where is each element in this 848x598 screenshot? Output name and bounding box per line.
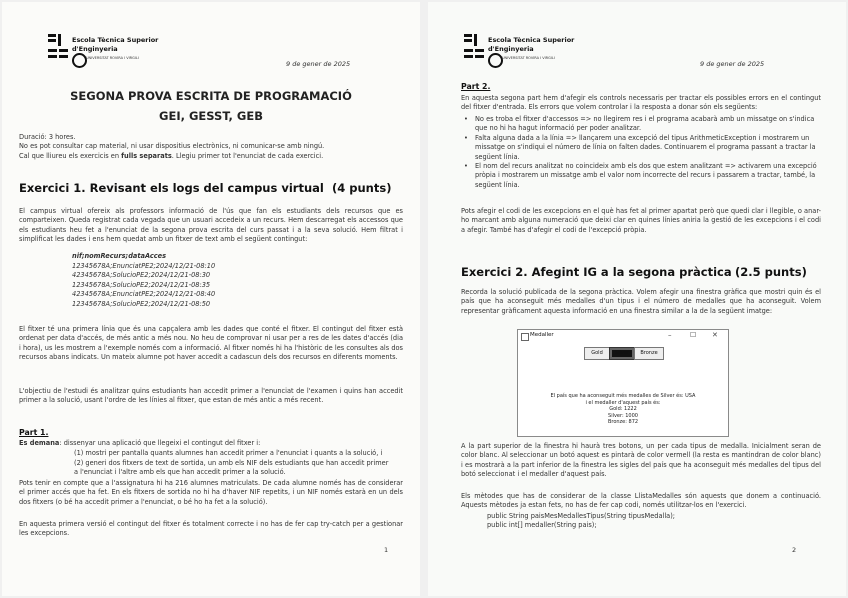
page-number: 1 bbox=[384, 546, 389, 554]
exam-date: 9 de gener de 2025 bbox=[700, 60, 765, 68]
info-line: Silver: 1000 bbox=[608, 412, 638, 419]
exercise-2-methods: Els mètodes que has de considerar de la classe LlistaMedalles són aquests que donem a continuació. Aquests mètodes ja estan fets, no has de fer cap codi, només utilitzar-los en l'exercici. bbox=[461, 492, 821, 510]
part-1-title: Part 1. bbox=[19, 428, 49, 437]
file-description: El fitxer té una primera línia que és una capçalera amb les dades que conté el fitxer. El contingut del fitxer està ordenat per data d'accés, de més antic a més nou. No heu de comprovar ni usar per a res de les dates d'accés (dia i hora), us les mostrem a l'exemple només com a informació. Al fitxer només hi ha l'històric de les consultes als dos recursos abans indicats. Un mateix alumne pot haver accedit a cadascun dels dos recursos en diferents moments. bbox=[19, 325, 403, 362]
list-item: • Falta alguna dada a la línia => llançarem una excepció del tipus ArithmeticException i mostrarem un missatge on s'indiqui el número de línia on falten dades. Continuarem el programa passant a tractar la següent línia. bbox=[461, 134, 821, 162]
delivery-text: Cal que lliureu els exercicis en fulls separats. Llegiu primer tot l'enunciat de cada exercici. bbox=[19, 151, 324, 160]
code-line: public String paisMesMedallesTipus(String tipusMedalla); bbox=[487, 512, 676, 520]
minimize-icon: – bbox=[668, 331, 672, 339]
info-line: El país que ha aconseguit més medalles de Silver és: USA bbox=[550, 393, 696, 399]
file-line: 12345678A;EnunciatPE2;2024/12/21-08:10 bbox=[72, 261, 216, 270]
file-line: 42345678A;EnunciatPE2;2024/12/21-08:40 bbox=[72, 290, 216, 299]
file-line: 42345678A;SolucioPE2;2024/12/21-08:30 bbox=[72, 271, 211, 280]
window-title-bar bbox=[518, 330, 728, 342]
exam-instructions bbox=[19, 133, 403, 161]
silver-button: Silver bbox=[609, 347, 635, 360]
medaller-window-image bbox=[517, 329, 729, 437]
file-line: 12345678A;SolucioPE2;2024/12/21-08:50 bbox=[72, 299, 211, 308]
part-2-title: Part 2. bbox=[461, 82, 491, 91]
school-logo bbox=[46, 34, 186, 68]
bronze-button: Bronze bbox=[634, 347, 664, 360]
etse-logo-icon bbox=[46, 34, 70, 64]
exam-title: SEGONA PROVA ESCRITA DE PROGRAMACIÓ bbox=[70, 89, 352, 103]
error-list bbox=[461, 115, 821, 190]
info-line: Bronze: 872 bbox=[607, 419, 639, 426]
gold-button: Gold bbox=[584, 347, 610, 360]
close-icon: ✕ bbox=[712, 331, 718, 339]
window-title: Medaller bbox=[530, 332, 554, 338]
code-line: public int[] medaller(String pais); bbox=[487, 521, 597, 530]
exam-degrees: GEI, GESST, GEB bbox=[159, 109, 263, 123]
file-line: 12345678A;SolucioPE2;2024/12/21-08:35 bbox=[72, 280, 211, 289]
info-line: i el medaller d'aquest país és: bbox=[585, 399, 661, 406]
sample-file-content bbox=[72, 252, 215, 310]
school-name: Escola Tècnica Superior d'Enginyeria bbox=[488, 36, 575, 53]
urv-emblem-icon bbox=[488, 53, 503, 68]
part-1-lead: Es demana: dissenyar una aplicació que llegeixi el contingut del fitxer i: bbox=[19, 439, 261, 447]
university-name: UNIVERSITAT ROVIRA I VIRGILI bbox=[86, 56, 139, 60]
part-1-item: (2) generi dos fitxers de text de sortida, un amb els NIF dels estudiants que han accedit primer a l'enunciat i l'altre amb els que han accedit primer a la solució. bbox=[74, 459, 389, 477]
part-1-item: (1) mostri per pantalla quants alumnes han accedit primer a l'enunciat i quants a la solució, i bbox=[74, 449, 383, 457]
objective-text: L'objectiu de l'estudi és analitzar quins estudiants han accedit primer a l'enunciat de l'examen i quins han accedit primer a la solució, usant l'ordre de les línies al fitxer, que estan de més antic a més recent. bbox=[19, 387, 403, 405]
duration-text: Duració: 3 hores. bbox=[19, 133, 76, 141]
part-2-intro: En aquesta segona part hem d'afegir els controls necessaris per tractar els possibles errors en el contingut del fitxer d'entrada. Els errors que volem controlar i la resposta a donar són els següents: bbox=[461, 94, 821, 112]
file-header-line: nif;nomRecurs;dataAcces bbox=[72, 252, 167, 260]
info-line: Gold: 1222 bbox=[609, 406, 637, 413]
part-2-after: Pots afegir el codi de les excepcions en el què has fet al primer apartat però que quedi clar i llegible, o anar-ho marcant amb alguna numeració que deixi clar en quines línies aniria la gestió de les excepcions i el codi a afegir. També has d'afegir el codi de l'excepció pròpia. bbox=[461, 207, 821, 234]
urv-emblem-icon bbox=[72, 53, 87, 68]
exam-page-2 bbox=[428, 2, 846, 596]
exam-page-1 bbox=[2, 2, 420, 596]
maximize-icon: ☐ bbox=[690, 331, 697, 339]
school-logo bbox=[462, 34, 602, 68]
exercise-2-intro: Recorda la solució publicada de la segona pràctica. Volem afegir una finestra gràfica que mostri quin és el país que ha aconseguit més medalles d'un tipus i el número de medalles que ha aconseguit. Volem representar gràficament aquesta informació en una finestra similar a la de la següent imatge: bbox=[461, 288, 821, 315]
exercise-1-points: (4 punts) bbox=[332, 181, 392, 195]
exercise-1-title: Exercici 1. Revisant els logs del campus virtual bbox=[19, 181, 324, 195]
part-1-note: Pots tenir en compte que a l'assignatura hi ha 216 alumnes matriculats. De cada alumne només has de considerar el primer accés que ha fet. En els fitxers de sortida no hi ha d'haver NIF repetits, i un NIF només estarà en un dels dos fitxers (o bé ha accedit primer a l'enunciat, o bé ho ha fet a la solució). bbox=[19, 479, 403, 506]
exercise-1-intro: El campus virtual ofereix als professors informació de l'ús que fan els estudiants dels recursos que es comparteixen. Queda registrat cada vegada que un usuari accedeix a un recurs. Hem descarregat els accessos que els estudiants heu fet a l'enunciat de la segona prova escrita del curs passat i a la seva solució. Hem filtrat i simplificat les dades i ens hem quedat amb un fitxer de text amb el següent contingut: bbox=[19, 207, 403, 244]
list-item: • No es troba el fitxer d'accessos => no llegirem res i el programa acabarà amb un missatge on s'indica que no hi ha hagut informació per poder analitzar. bbox=[461, 115, 821, 134]
list-item: • El nom del recurs analitzat no coincideix amb els dos que estem analitzant => activarem una excepció pròpia i mostrarem un missatge amb el valor nom incorrecte del recurs i passarem a tractar, també, la següent línia. bbox=[461, 162, 821, 190]
part-1-last: En aquesta primera versió el contingut del fitxer és totalment correcte i no has de fer cap try-catch per a gestionar les excepcions. bbox=[19, 520, 403, 538]
medal-info bbox=[518, 393, 728, 426]
exam-date: 9 de gener de 2025 bbox=[286, 60, 351, 68]
page-number: 2 bbox=[792, 546, 797, 554]
method-signatures bbox=[487, 512, 675, 531]
java-app-icon bbox=[521, 333, 529, 341]
rules-text: No es pot consultar cap material, ni usar dispositius electrònics, ni comunicar-se amb ningú. bbox=[19, 142, 325, 151]
exercise-2-description: A la part superior de la finestra hi haurà tres botons, un per cada tipus de medalla. Inicialment seran de color blanc. Al seleccionar un botó aquest es pintarà de color vermell (la resta es mantindran de color blanc) i es mostrarà a la part inferior de la finestra les sigles del país que ha aconseguit més medalles del tipus del botó seleccionat i el medaller d'aquest país. bbox=[461, 442, 821, 479]
exercise-2-title: Exercici 2. Afegint IG a la segona pràctica bbox=[461, 265, 732, 279]
exercise-2-points: (2.5 punts) bbox=[735, 265, 807, 279]
school-name: Escola Tècnica Superior d'Enginyeria bbox=[72, 36, 159, 53]
university-name: UNIVERSITAT ROVIRA I VIRGILI bbox=[502, 56, 555, 60]
etse-logo-icon bbox=[462, 34, 486, 64]
